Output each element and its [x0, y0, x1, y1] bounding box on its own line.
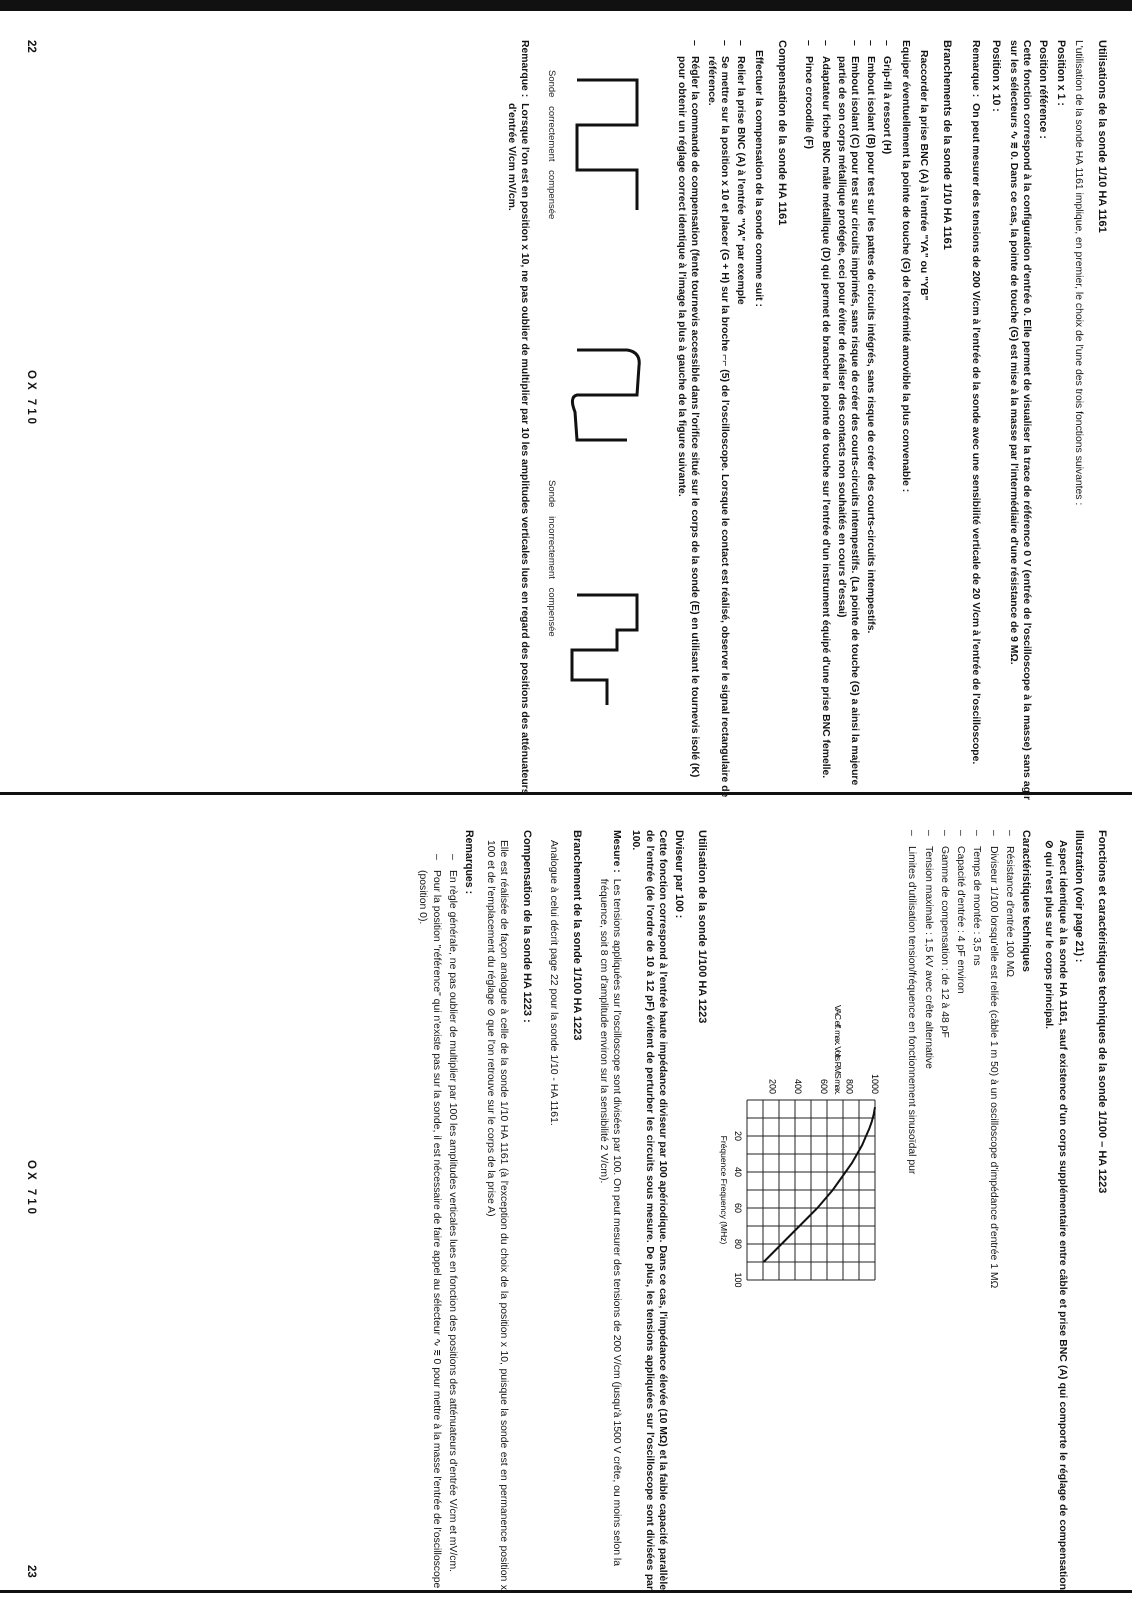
- mesure-label: Mesure :: [611, 830, 623, 873]
- y-tick-label: 400: [793, 1078, 804, 1094]
- list-item: – Gamme de compensation : de 12 à 48 pF: [938, 846, 951, 1590]
- remarks-list: [416, 830, 459, 1590]
- branch-intro: Raccorder la prise BNC (A) à l'entrée "YA" ou "YB": [917, 50, 929, 301]
- list-item: – Limites d'utilisation tension/fréquence en fonctionnement sinusoïdal pur: [905, 846, 918, 1590]
- footer-model: OX 710: [25, 370, 37, 427]
- x-axis-label: Fréquence Frequency (MHz): [719, 1135, 730, 1245]
- list-item: – Se mettre sur la position x 10 et placer (G + H) sur la broche ⌐⌐ (5) de l'oscilloscope. Lorsque le contact est réalisé, observer le signal rectangulaire de référence.: [704, 56, 730, 800]
- waveform-overshoot: [573, 350, 640, 440]
- illus-title: Illustration (voir page 21) :: [1073, 830, 1086, 963]
- y-axis-label: VAC eff. max. Volts RMS max.: [833, 1005, 844, 1095]
- section-title-utilisation-1-10: Utilisations de la sonde 1/10 HA 1161: [1096, 40, 1108, 233]
- branch-equip: Equiper éventuellement la pointe de touche (G) de l'extrémité amovible la plus convenable :: [899, 40, 911, 493]
- x-tick-label: 80: [733, 1238, 744, 1250]
- pos10-title: Position x 10 :: [989, 40, 1002, 112]
- x-tick-label: 100: [733, 1272, 744, 1288]
- scan-bottom-edge: [0, 1590, 1132, 1593]
- list-item: – En règle générale, ne pas oublier de multiplier par 100 les amplitudes verticales lues en fonction des positions des atténuateurs d'entrée V/cm et mV/cm.: [446, 870, 459, 1590]
- remark-2-label: Remarque :: [519, 40, 531, 98]
- list-item: – Capacité d'entrée : 4 pF environ: [954, 846, 967, 1590]
- caption-incorrect: Sonde incorrectement compensée: [546, 480, 558, 637]
- remarks-title: Remarques :: [463, 830, 476, 895]
- section-title-branchement-1-100: Branchement de la sonde 1/100 HA 1223: [570, 830, 583, 1041]
- y-tick-label: 200: [767, 1078, 778, 1094]
- page-number-23: 23: [25, 1565, 37, 1578]
- page-22: [18, 40, 1108, 800]
- remark-2: [505, 40, 531, 800]
- section-title-utilisation-1-100: Utilisation de la sonde 1/100 HA 1223: [696, 830, 709, 1024]
- pos-ref-text: Cette fonction correspond à la configuration d'entrée 0. Elle permet de visualiser la trace de référence 0 V (entrée de l'oscilloscope à la masse) sans agir sur les sélecteurs ∿ ⩳ 0. Dans ce cas, la pointe de touche (G) est mise à la masse par l'intermédiaire d'une résistance de 9 MΩ.: [1007, 40, 1032, 800]
- section-title-fonctions: Fonctions et caractéristiques techniques de la sonde 1/100 – HA 1223: [1096, 830, 1108, 1194]
- list-item: – Relier la prise BNC (A) à l'entrée "YA" par exemple: [734, 56, 747, 800]
- waveform-undershoot: [572, 595, 637, 705]
- mesure-text: Les tensions appliquées sur l'oscilloscope sont divisées par 100. On peut mesurer des tensions de 200 V/cm (jusqu'à 1500 V crête, ou moins selon la fréquence, soit 8 cm d'amplitude environ sur la sensibilité 2 V/cm).: [598, 878, 623, 1566]
- compensation-waveforms: [557, 40, 667, 800]
- y-tick-label: 600: [819, 1078, 830, 1094]
- remark-1: [969, 40, 982, 800]
- list-item: – Grip-fil à ressort (H): [880, 56, 893, 800]
- list-item: – Temps de montée : 3,5 ns: [970, 846, 983, 1590]
- caption-correct: Sonde correctement compensée: [546, 70, 558, 220]
- intro-text: L'utilisation de la sonde HA 1161 implique, en premier, le choix de l'une des trois fonctions suivantes :: [1073, 40, 1085, 506]
- list-item: – Tension maximale : 1,5 kV avec crête alternative: [922, 846, 935, 1590]
- carac-list: [905, 830, 1015, 1590]
- footer-model: OX 710: [25, 1160, 37, 1217]
- div-text: Cette fonction correspond à l'entrée haute impédance diviseur par 100 apériodique. Dans ce cas, l'impédance élevée (10 MΩ) et la faible capacité parallèle de l'entrée (de l'ordre de 10 à 12 pF) évitent de perturber les circuits sous mesure. De plus, les tensions appliquées sur l'oscilloscope sont divisées par 100.: [630, 830, 668, 1590]
- x-tick-label: 60: [733, 1202, 744, 1214]
- carac-title: Caractéristiques techniques: [1020, 830, 1033, 972]
- page-number-22: 22: [25, 40, 37, 53]
- comp-list: [675, 40, 747, 800]
- list-item: – Diviseur 1/100 lorsqu'elle est reliée (câble 1 m 50) à un oscilloscope d'impédance d'entrée 1 MΩ: [986, 846, 999, 1590]
- comp-text: Elle est réalisée de façon analogue à celle de la sonde 1/10 HA 1161 (à l'exception du choix de la position x 10, puisque la sonde est en permanence position x 100 et de l'emplacement du réglage ⊘ que l'on retrouve sur le corps de la prise A): [484, 840, 509, 1590]
- list-item: – Embout isolant (C) pour test sur circuits imprimés, sans risque de créer des courts-circuits intempestifs. (La pointe de touche (G) a ainsi la majeure partie de son corps métallique protégée, ceci pour éviter de réaliser des contacts non souhaités en cours d'essai): [835, 56, 861, 800]
- section-title-branchements: Branchements de la sonde 1/10 HA 1161: [940, 40, 953, 250]
- pos1-title: Position x 1 :: [1054, 40, 1067, 106]
- list-item: – Régler la commande de compensation (fente tournevis accessible dans l'orifice situé sur le corps de la sonde (E) en utilisant le tournevis isolé (K) pour obtenir un réglage correct identique à l'image la plus à gauche de la figure suivante.: [675, 56, 701, 800]
- div-title: Diviseur par 100 :: [673, 830, 686, 919]
- remark-2-text: Lorsque l'on est en position x 10, ne pas oublier de multiplier par 10 les amplitudes verticales lues en regard des positions des atténuateurs d'entrée V/cm mV/cm.: [505, 103, 531, 795]
- illus-text: Aspect identique à la sonde HA 1161, sauf existence d'un corps supplémentaire entre câble et prise BNC (A) qui comporte le réglage de compensation ⊘ qui n'est plus sur le corps principal.: [1043, 840, 1068, 1590]
- list-item: – Adaptateur fiche BNC mâle métallique (D) qui permet de brancher la pointe de touche sur l'entrée d'un instrument équipé d'une prise BNC femelle.: [818, 56, 831, 800]
- voltage-frequency-chart: [712, 830, 897, 1590]
- branch-list: [802, 40, 893, 800]
- section-title-compensation-1223: Compensation de la sonde HA 1223 :: [520, 830, 533, 1023]
- y-tick-label: 1000: [870, 1073, 881, 1094]
- list-item: – Résistance d'entrée 100 MΩ: [1003, 846, 1016, 1590]
- caption-row: [537, 40, 557, 800]
- branch-text: Analogue à celui décrit page 22 pour la sonde 1/10 - HA 1161.: [547, 840, 559, 1126]
- list-item: – Pince crocodile (F): [802, 56, 815, 800]
- x-tick-label: 40: [733, 1166, 744, 1178]
- list-item: – Pour la position "référence" qui n'existe pas sur la sonde, il est nécessaire de faire appel au sélecteur ∿ ⩳ 0 pour mettre à la masse l'entrée de l'oscilloscope (position 0).: [416, 870, 442, 1590]
- remark-1-text: On peut mesurer des tensions de 200 V/cm à l'entrée de la sonde avec une sensibilité verticale de 20 V/cm à l'entrée de l'oscilloscope.: [970, 103, 982, 765]
- pos-ref-title: Position référence :: [1037, 40, 1050, 139]
- page-23: [18, 830, 1108, 1590]
- list-item: – Embout isolant (B) pour test sur les pattes de circuits intégrés, sans risque de créer des courts-circuits intempestifs.: [864, 56, 877, 800]
- comp-intro: Effectuer la compensation de la sonde comme suit :: [753, 50, 765, 307]
- scan-top-edge: [0, 0, 1132, 11]
- y-tick-label: 800: [844, 1078, 855, 1094]
- section-title-compensation: Compensation de la sonde HA 1161: [776, 40, 789, 226]
- remark-1-label: Remarque :: [970, 40, 982, 98]
- waveform-correct: [577, 80, 637, 210]
- mesure-block: [597, 830, 623, 1590]
- series-line: [764, 1107, 875, 1262]
- x-tick-label: 20: [733, 1130, 744, 1142]
